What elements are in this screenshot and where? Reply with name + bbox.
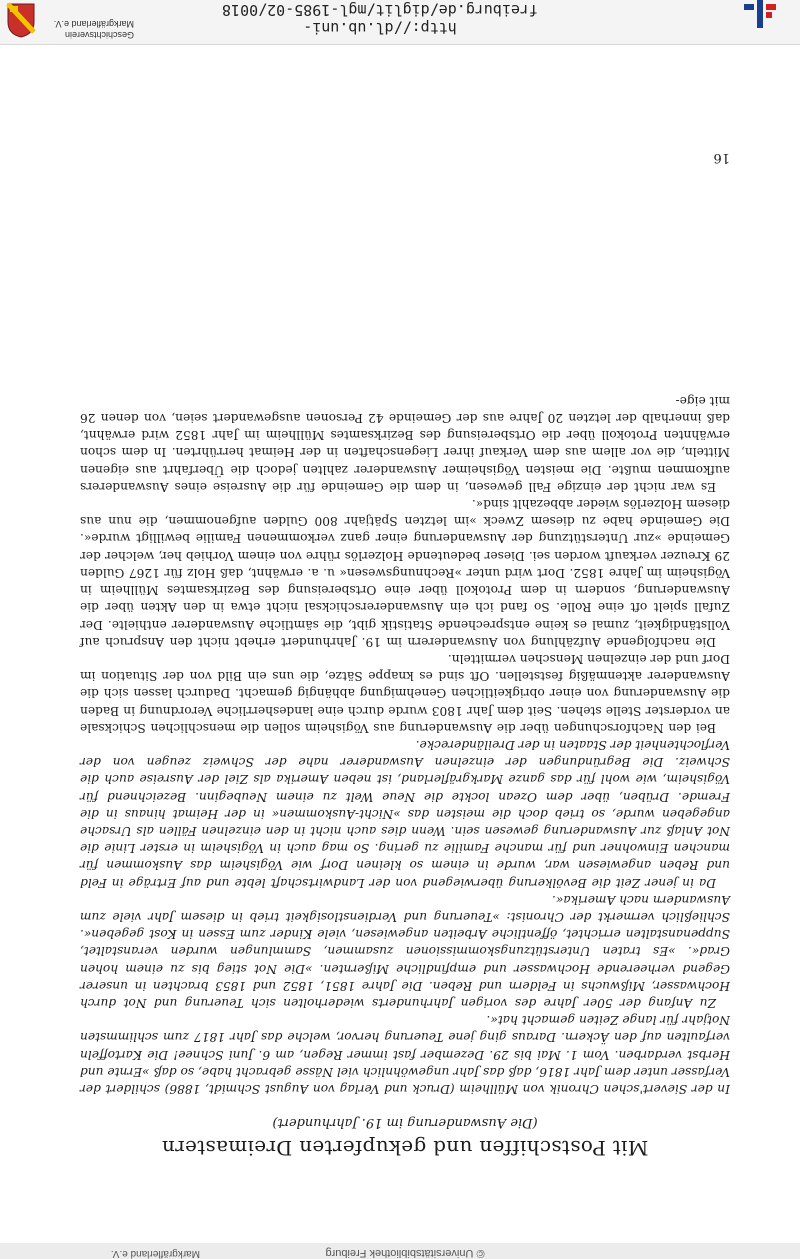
coat-of-arms-icon [6, 2, 36, 38]
bottom-strip [0, 1243, 800, 1259]
paragraph: Es war nicht der einzige Fall gewesen, in dem die Gemeinde für die Ausreise eines Auswanderers aufkommen mußte. Die meisten Vögisheimer Auswanderer zahlten jedoch die Überfahrt aus eigenen Mitteln, die vor allem aus dem Verkauf ihrer Liegenschaften in der Heimat herrührten. In dem schon erwähnten Protokoll über die Ortsbereisung des Bezirksamtes Müllheim im Jahr 1852 wird erwähnt, daß innerhalb der letzten 20 Jahre aus der Gemeinde 42 Personen ausgewandert seien, von denen 26 mit eige- [80, 393, 730, 494]
document-url[interactable]: http://dl.ub.uni-freiburg.de/diglit/mgl-1985-02/0018 [221, 1, 539, 37]
paragraph: In der Sievert'schen Chronik von Müllheim (Druck und Verlag von August Schmidt, 1886) schildert der Verfasser unter dem Jahr 1816, daß das Jahr ungewöhnlich viel Nässe gebracht habe, so daß »Ernte und Herbst verdarben. Vom 1. Mai bis 29. Dezember fast immer Regen, am 6. Juni Schnee! Die Kartoffeln verfaulten auf den Äckern. Daraus ging jene Teuerung hervor, welche das Jahr 1817 zum schlimmsten Notjahr für lange Zeiten gemacht hat«. [80, 1013, 730, 1096]
paragraph: Zu Anfang der 50er Jahre des vorigen Jahrhunderts wiederholten sich Teuerung und Not durch Hochwasser, Mißwuchs in Feldern und Reben. Die Jahre 1851, 1852 und 1853 brachten in unserer Gegend verheerende Hochwasser und empfindliche Mißernten. »Die Not stieg bis zu einem hohen Grad«. »Es traten Unterstützungskommissionen zusammen, Sammlungen wurden veranstaltet, Suppenanstalten errichtet, öffentliche Arbeiten angewiesen, viele Kinder zum Essen in Kost gegeben«. Schließlich vermerkt der Chronist: »Teuerung und Verdienstlosigkeit trieb in diesem Jahr viele zum Auswandern nach Amerika«. [80, 892, 730, 1010]
article-subtitle: (Die Auswanderung im 19. Jahrhundert) [272, 1115, 538, 1130]
viewer-banner [0, 0, 800, 45]
paragraph: Bei den Nachforschungen über die Auswanderung aus Vögisheim sollen die menschlichen Schicksale an vorderster Stelle stehen. Seit dem Jahr 1803 wurde durch eine landesherrliche Verordnung in Baden die Auswanderung von einer obrigkeitlichen Genehmigung abhängig gemacht. Dadurch lassen sich die Auswanderer aktenmäßig feststellen. Oft sind es knappe Sätze, die uns ein Bild von der Situation im Dorf und der einzelnen Menschen vermitteln. [80, 651, 730, 735]
page-number: 16 [713, 150, 730, 165]
library-credit [220, 0, 540, 40]
paragraph: Da in jener Zeit die Bevölkerung überwiegend von der Landwirtschaft lebte und auf Erträge in Feld und Reben angewiesen war, wurde in einem so kleinen Dorf wie Vögisheim das Auskommen für manchen Einwohner und für manche Familie zu gering. So mag auch in Vögisheim in erster Linie die Not Anlaß zur Auswanderung gewesen sein. Wenn dies auch nicht in den einzelnen Fällen als Ursache angegeben wurde, so trieb doch die meisten das »Nicht-Auskommen« in der Heimat hinaus in die Fremde. Drüben, über dem Ozean lockte die Neue Welt zu einem Neubeginn. Bezeichnend für Vögisheim, wie wohl für das ganze Markgräflerland, ist neben Amerika als Ziel der Ausreise auch die Schweiz. Die Begründungen der einzelnen Auswanderer nahe der Schweiz zeugen von der Verflochtenheit der Staaten in der Dreiländerecke. [80, 737, 730, 890]
scanned-page [80, 150, 730, 1160]
bottom-library: © Universitätsbibliothek Freiburg [325, 1247, 485, 1259]
society-name: Geschichtsverein Markgräflerland e.V. [53, 19, 134, 40]
article-title: Mit Postschiffen und gekupferten Dreimastern [161, 1136, 649, 1160]
bottom-society: Markgräflerland e.V. [110, 1248, 200, 1259]
paragraph: Die nachfolgende Aufzählung von Auswanderern im 19. Jahrhundert erhebt nicht den Anspruch auf Vollständigkeit, zumal es keine entsprechende Statistik gibt, die sämtliche Auswanderer enthielte. Der Zufall spielt oft eine Rolle. So fand ich ein Auswandererschicksal nicht etwa in den Akten über die Auswanderung, sondern in dem Protokoll über eine Ortsbereisung des Bezirksamtes Müllheim in Vögisheim im Jahre 1852. Dort wird unter »Rechnungswesen« u. a. erwähnt, daß Holz für 1267 Gulden 29 Kreuzer verkauft worden sei. Dieser bedeutende Holzerlös rühre von einem Vorhieb her, welcher der Gemeinde »zur Unterstützung der Auswanderung einer ganz verkommenen Familie bewilligt wurde«. Die Gemeinde habe zu diesem Zweck »im letzten Spätjahr 800 Gulden aufgenommen, die nun aus diesem Holzerlös wieder abbezahlt sind«. [80, 497, 730, 649]
university-library-logo-icon [742, 0, 778, 40]
